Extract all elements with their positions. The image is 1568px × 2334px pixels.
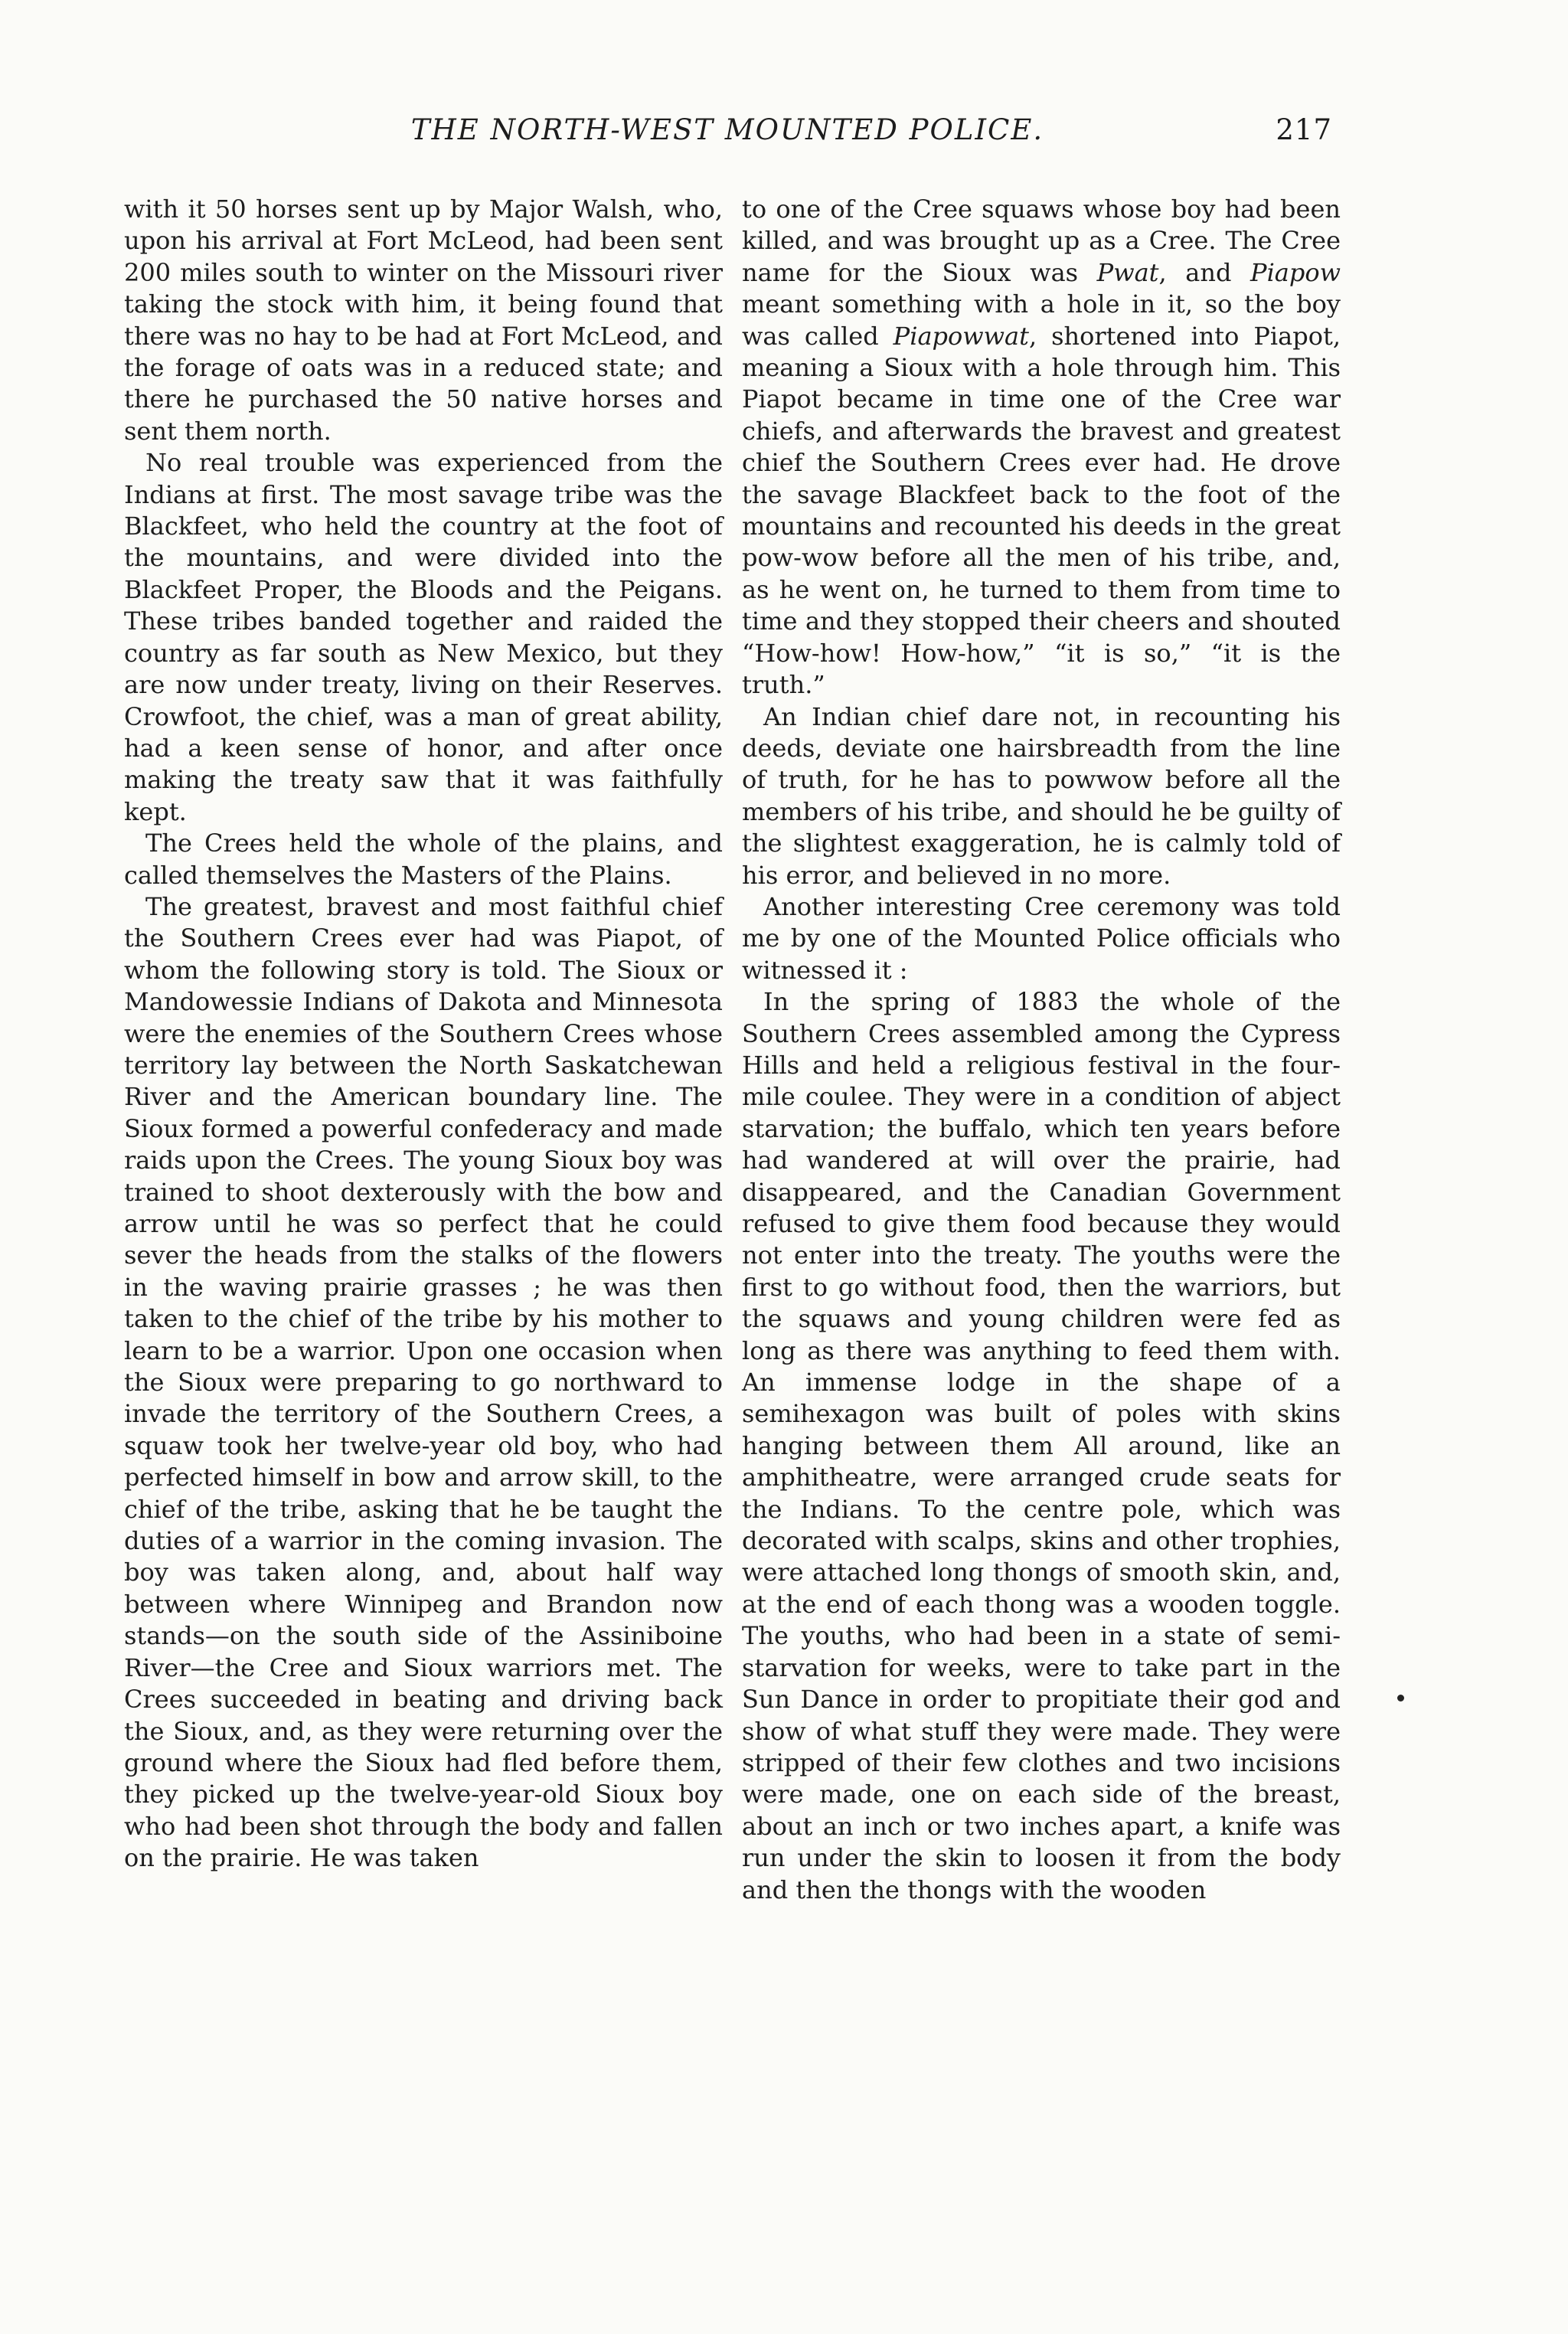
running-title: THE NORTH-WEST MOUNTED POLICE. xyxy=(410,113,1044,146)
text-run: to one of the Cree squaws whose boy had been killed, and was brought up as a Cree. The Cree name for the Sioux was xyxy=(742,194,1341,287)
text-run: , and xyxy=(1158,257,1251,287)
paragraph: The greatest, bravest and most faithful chief the Southern Crees ever had was Piapot, of whom the following story is told. The Sioux or Mandowessie Indians of Dakota and Minnesota were the enemies of the Southern Crees whose territory lay between the North Saskatchewan River and the American boundary line. The Sioux formed a powerful confederacy and made raids upon the Crees. The young Sioux boy was trained to shoot dexterously with the bow and arrow until he was so perfect that he could sever the heads from the stalks of the flowers in the waving prairie grasses ; he was then taken to the chief of the tribe by his mother to learn to be a warrior. Upon one occasion when the Sioux were preparing to go northward to invade the territory of the Southern Crees, a squaw took her twelve-year old boy, who had perfected himself in bow and arrow skill, to the chief of the tribe, asking that he be taught the duties of a warrior in the coming invasion. The boy was taken along, and, about half way between where Winnipeg and Brandon now stands—on the south side of the Assiniboine River—the Cree and Sioux warriors met. The Crees succeeded in beating and driving back the Sioux, and, as they were returning over the ground where the Sioux had fled before them, they picked up the twelve-year-old Sioux boy who had been shot through the body and fallen on the prairie. He was taken xyxy=(124,891,723,1873)
paragraph: An Indian chief dare not, in recounting his deeds, deviate one hairsbreadth from the line of truth, for he has to powwow before all the members of his tribe, and should he be guilty of the slightest exaggeration, he is calmly told of his error, and believed in no more. xyxy=(742,701,1341,890)
left-column xyxy=(124,194,723,1875)
paragraph: In the spring of 1883 the whole of the Southern Crees assembled among the Cypress Hills and held a religious festival in the four-mile coulee. They were in a condition of abject starvation; the buffalo, which ten years before had wandered at will over the prairie, had disappeared, and the Canadian Government refused to give them food because they would not enter into the treaty. The youths were the first to go without food, then the warriors, but the squaws and young children were fed as long as there was anything to feed them with. An immense lodge in the shape of a semihexagon was built of poles with skins hanging between them All around, like an amphitheatre, were arranged crude seats for the Indians. To the centre pole, which was decorated with scalps, skins and other trophies, were attached long thongs of smooth skin, and, at the end of each thong was a wooden toggle. The youths, who had been in a state of semi-starvation for weeks, were to take part in the Sun Dance in order to propitiate their god and show of what stuff they were made. They were stripped of their few clothes and two incisions were made, one on each side of the breast, about an inch or two inches apart, a knife was run under the skin to loosen it from the body and then the thongs with the wooden xyxy=(742,987,1341,1904)
right-column xyxy=(742,194,1341,1906)
paragraph: No real trouble was experienced from the Indians at first. The most savage tribe was the Blackfeet, who held the country at the foot of the mountains, and were divided into the Blackfeet Proper, the Bloods and the Peigans. These tribes banded together and raided the country as far south as New Mexico, but they are now under treaty, living on their Reserves. Crowfoot, the chief, was a man of great ability, had a keen sense of honor, and after once making the treaty saw that it was faithfully kept. xyxy=(124,448,723,826)
paragraph: with it 50 horses sent up by Major Walsh, who, upon his arrival at Fort McLeod, had been sent 200 miles south to winter on the Missouri river taking the stock with him, it being found that there was no hay to be had at Fort McLeod, and the forage of oats was in a reduced state; and there he purchased the 50 native horses and sent them north. xyxy=(124,194,723,446)
italic-term: Piapow xyxy=(1250,257,1341,287)
page-header xyxy=(122,113,1332,168)
paragraph xyxy=(742,194,1341,701)
text-run: meant something with a hole in it, so the boy was called xyxy=(742,289,1341,351)
italic-term: Piapowwat xyxy=(893,321,1029,351)
paragraph: The Crees held the whole of the plains, and called themselves the Masters of the Plains. xyxy=(124,829,723,890)
print-speck xyxy=(1397,1695,1404,1701)
paragraph: Another interesting Cree ceremony was told me by one of the Mounted Police officials who witnessed it : xyxy=(742,891,1341,985)
page-number: 217 xyxy=(1276,113,1332,146)
text-run: , shortened into Piapot, meaning a Sioux with a hole through him. This Piapot became in time one of the Cree war chiefs, and afterwards the bravest and greatest chief the Southern Crees ever had. He drove the savage Blackfeet back to the foot of the mountains and recounted his deeds in the great pow-wow before all the men of his tribe, and, as he went on, he turned to them from time to time and they stopped their cheers and shouted “How-how! How-how,” “it is so,” “it is the truth.” xyxy=(742,321,1341,700)
italic-term: Pwat xyxy=(1096,257,1159,287)
